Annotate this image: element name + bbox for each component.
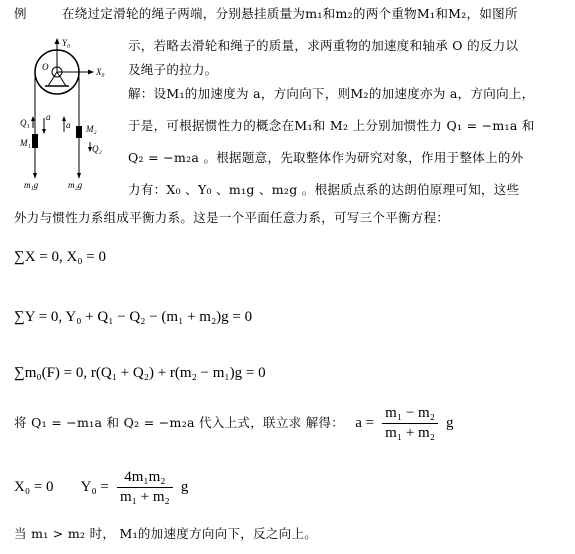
problem-line-2: 示，若略去滑轮和绳子的质量，求两重物的加速度和轴承 O 的反力以 — [128, 38, 519, 53]
m2g-label: m₂g — [68, 180, 83, 190]
subst-text: 将 Q₁ = −m₁a 和 Q₂ = −m₂a 代入上式，联立求 解得： — [14, 415, 345, 430]
q2-label: Q₂ — [92, 144, 102, 154]
y0-denominator: m₁ + m₂ — [120, 488, 170, 505]
a-right-label: a — [66, 120, 71, 130]
equation-sum-moment: ∑m₀(F) = 0, r(Q₁ + Q₂) + r(m₂ − m₁)g = 0 — [14, 365, 266, 381]
y0-lhs: Y₀ = — [80, 478, 109, 495]
m1g-label: m₁g — [24, 180, 39, 190]
solution-line-5: 外力与惯性力系组成平衡力系。这是一个平面任意力系，可写三个平衡方程： — [14, 210, 450, 225]
y0-numerator: 4m₁m₂ — [117, 468, 173, 488]
mass-m2 — [76, 126, 82, 138]
solution-line-4: 力有：X₀ 、Y₀ 、m₁g 、m₂g 。根据质点系的达朗伯原理可知，这些 — [128, 182, 520, 197]
problem-marker: 例 — [14, 6, 27, 21]
solution-line-2: 于是，可根据惯性力的概念在M₁和 M₂ 上分别加惯性力 Q₁ = −m₁a 和 — [128, 118, 535, 133]
equation-sum-y: ∑Y = 0, Y₀ + Q₁ − Q₂ − (m₁ + m₂)g = 0 — [14, 309, 253, 325]
o-label: O — [42, 62, 49, 72]
conclusion: 当 m₁ > m₂ 时， M₁的加速度方向向下，反之向上。 — [14, 526, 318, 541]
solution-line-3: Q₂ = −m₂a 。根据题意，先取整体作为研究对象，作用于整体上的外 — [128, 150, 524, 165]
solve-line — [14, 404, 454, 443]
a-tail: g — [446, 414, 454, 431]
a-left-label: a — [46, 112, 51, 122]
x0-result: X₀ = 0 — [14, 478, 54, 495]
solution-line-1: 解：设M₁的加速度为 a，方向向下，则M₂的加速度亦为 a，方向向上， — [128, 86, 535, 101]
mass-m1 — [32, 134, 38, 148]
m1-label: M₁ — [20, 138, 31, 148]
a-fraction — [382, 404, 438, 443]
m2-label: M₂ — [86, 124, 97, 134]
problem-line-3: 及绳子的拉力。 — [128, 62, 218, 77]
a-denominator: m₁ + m₂ — [385, 424, 435, 441]
a-lhs: a = — [355, 414, 375, 431]
pulley-diagram — [20, 36, 116, 196]
y0-label: Y₀ — [62, 38, 71, 48]
y0-fraction — [117, 468, 173, 507]
problem-line-1: 在绕过定滑轮的绳子两端，分别悬挂质量为m₁和m₂的两个重物M₁和M₂，如图所 — [62, 6, 518, 21]
equation-sum-x: ∑X = 0, X₀ = 0 — [14, 249, 107, 265]
y0-tail: g — [180, 478, 189, 495]
a-numerator: m₁ − m₂ — [382, 404, 438, 424]
q1-label: Q₁ — [20, 118, 30, 128]
x0-label: X₀ — [96, 67, 105, 77]
result-line — [14, 468, 188, 507]
